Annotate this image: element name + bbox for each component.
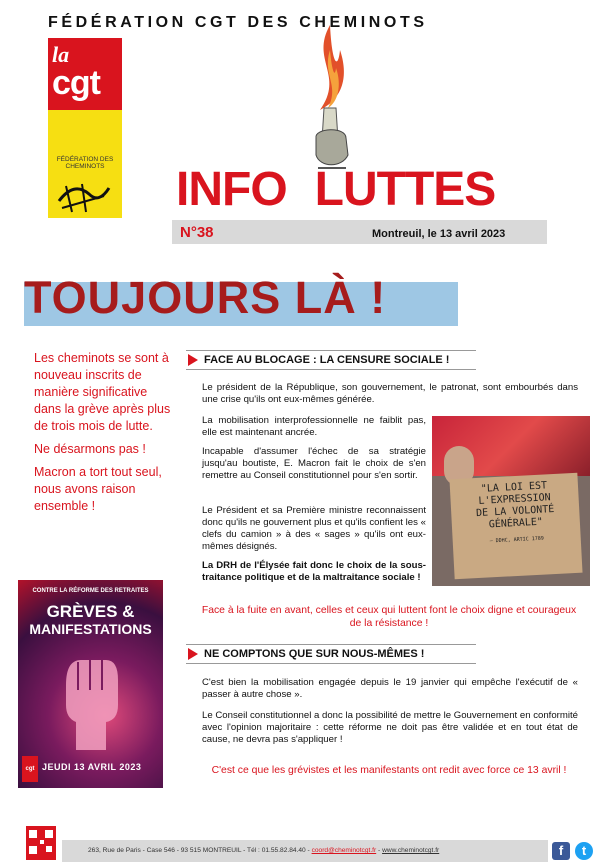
torch-fist-icon bbox=[290, 20, 370, 170]
logo-la-text: la bbox=[52, 42, 70, 67]
facebook-icon[interactable]: f bbox=[552, 842, 570, 860]
sidebar-paragraph: Ne désarmons pas ! bbox=[34, 442, 146, 456]
sidebar-paragraph: Macron a tort tout seul, nous avons raison ensemble ! bbox=[34, 465, 162, 513]
federation-title: FÉDÉRATION CGT DES CHEMINOTS bbox=[48, 14, 428, 31]
footer-bar: 263, Rue de Paris - Case 546 - 93 515 MONTREUIL - Tél : 01.55.82.84.40 - coord@cheminotcgt.fr - www.cheminotcgt.fr bbox=[62, 840, 548, 862]
section1-paragraph-5: La DRH de l'Élysée fait donc le choix de la sous-traitance politique et de la maltraitance sociale ! bbox=[202, 560, 426, 583]
section2-red-text: C'est ce que les grévistes et les manifestants ont redit avec force ce 13 avril ! bbox=[211, 765, 567, 776]
twitter-icon[interactable]: t bbox=[575, 842, 593, 860]
logo-federation-text: FÉDÉRATION DES CHEMINOTS bbox=[56, 156, 114, 170]
arrow-icon bbox=[188, 354, 198, 366]
protest-photo bbox=[432, 416, 590, 586]
poster-top-text: CONTRE LA RÉFORME DES RETRAITES bbox=[32, 588, 149, 594]
qr-code[interactable] bbox=[26, 826, 56, 860]
section1-paragraph-2: La mobilisation interprofessionnelle ne faiblit pas, elle est maintenant ancrée. bbox=[202, 415, 426, 438]
protest-sign: "LA LOI EST L'EXPRESSION DE LA VOLONTÉ GÉNÉRALE" — DDHC, ARTIC 1789 bbox=[449, 473, 582, 580]
section1-paragraph-3: Incapable d'assumer l'échec de sa stratégie jusqu'au boutiste, E. Macron fait le choix de s'en remettre au Conseil constitutionnel pour s'en sortir. bbox=[202, 446, 426, 481]
strike-poster bbox=[18, 580, 163, 788]
section2-paragraph-1: C'est bien la mobilisation engagée depuis le 19 janvier qui empêche l'exécutif de « passer à autre chose ». bbox=[202, 677, 578, 700]
issue-date: Montreuil, le 13 avril 2023 bbox=[372, 228, 506, 240]
arrow-icon bbox=[188, 648, 198, 660]
sidebar-text bbox=[34, 350, 174, 521]
issue-number: N°38 bbox=[180, 224, 214, 241]
railway-emblem-icon bbox=[54, 176, 114, 216]
sidebar-paragraph: Les cheminots se sont à nouveau inscrits de manière significative dans la grève après plus de trois mois de lutte. bbox=[34, 351, 171, 433]
section2-paragraph-2: Le Conseil constitutionnel a donc la possibilité de mettre le Gouvernement en conformité avec l'opinion majoritaire : cette réforme ne doit pas être validée et en tout état de cause, ne devra pas s'appliquer ! bbox=[202, 710, 578, 745]
poster-title-1: GRÈVES & bbox=[46, 602, 135, 621]
info-luttes-title: INFO LUTTES bbox=[176, 163, 496, 216]
footer-email-link[interactable]: coord@cheminotcgt.fr bbox=[311, 847, 377, 854]
poster-date: JEUDI 13 AVRIL 2023 bbox=[42, 762, 142, 772]
poster-title-2: MANIFESTATIONS bbox=[29, 621, 152, 637]
section-heading-2: NE COMPTONS QUE SUR NOUS-MÊMES ! bbox=[186, 644, 476, 664]
qr-code-icon bbox=[26, 826, 56, 860]
section1-paragraph-4: Le Président et sa Première ministre reconnaissent donc qu'ils ne gouvernent plus et qu'ils confient les « clefs du camion » à des « sages » qu'ils ont eux-mêmes désignés. bbox=[202, 505, 426, 552]
headline: TOUJOURS LÀ ! bbox=[24, 272, 387, 323]
logo-cgt-text: cgt bbox=[52, 64, 100, 102]
poster-cgt-logo: cgt bbox=[22, 756, 38, 782]
section1-paragraph-1: Le président de la République, son gouvernement, le patronat, sont embourbés dans une crise qu'ils ont eux-mêmes générée. bbox=[202, 382, 578, 405]
footer-site-link[interactable]: www.cheminotcgt.fr bbox=[382, 847, 440, 854]
section-heading-1: FACE AU BLOCAGE : LA CENSURE SOCIALE ! bbox=[186, 350, 476, 370]
section1-red-text: Face à la fuite en avant, celles et ceux qui luttent font le choix digne et courageux de la résistance ! bbox=[201, 605, 577, 629]
raised-fist-icon bbox=[56, 650, 126, 750]
